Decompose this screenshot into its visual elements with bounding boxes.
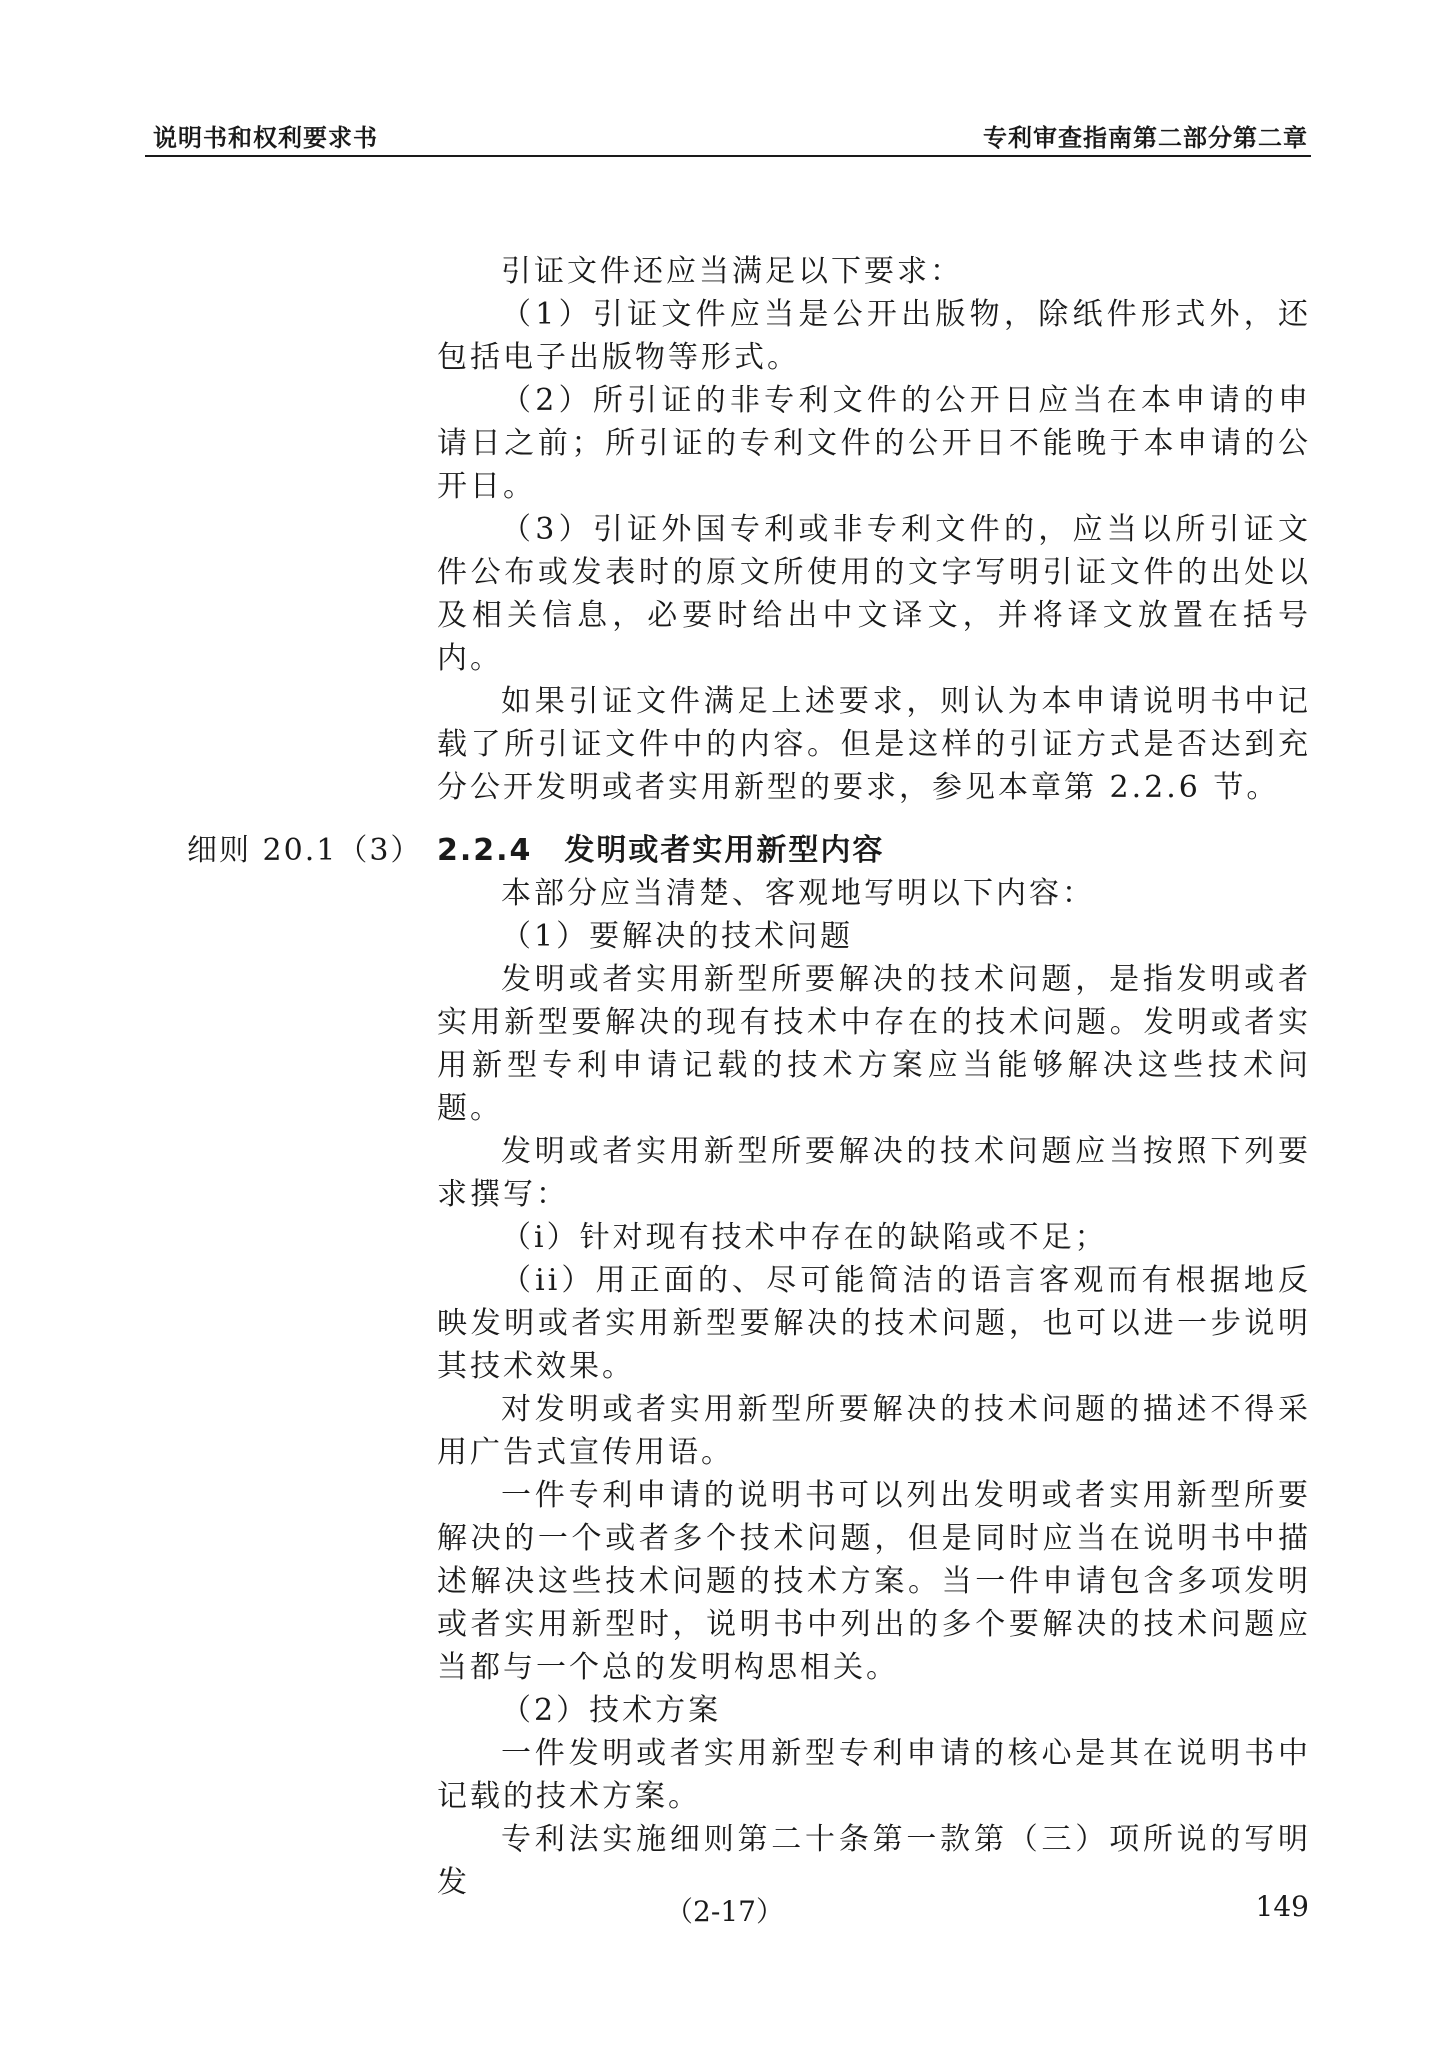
paragraph: 发明或者实用新型所要解决的技术问题，是指发明或者实用新型要解决的现有技术中存在的技术问题。发明或者实用新型专利申请记载的技术方案应当能够解决这些技术问题。 xyxy=(437,962,1311,1126)
margin-note: 细则 20.1（3） xyxy=(187,833,423,868)
paragraph: 一件发明或者实用新型专利申请的核心是其在说明书中记载的技术方案。 xyxy=(437,1736,1311,1814)
paragraph: （2）所引证的非专利文件的公开日应当在本申请的申请日之前；所引证的专利文件的公开日不能晚于本申请的公开日。 xyxy=(437,383,1311,504)
paragraph: 如果引证文件满足上述要求，则认为本申请说明书中记载了所引证文件中的内容。但是这样的引证方式是否达到充分公开发明或者实用新型的要求，参见本章第 2.2.6 节。 xyxy=(437,684,1311,805)
page-body xyxy=(187,250,1311,1904)
section-heading-row xyxy=(187,829,1311,872)
paragraph: 发明或者实用新型所要解决的技术问题应当按照下列要求撰写： xyxy=(437,1134,1311,1212)
paragraph: 本部分应当清楚、客观地写明以下内容： xyxy=(501,876,1095,911)
page-number: 149 xyxy=(1255,1890,1309,1923)
paragraph: 专利法实施细则第二十条第一款第（三）项所说的写明发 xyxy=(437,1822,1311,1900)
paragraph: （3）引证外国专利或非专利文件的，应当以所引证文件公布或发表时的原文所使用的文字写明引证文件的出处以及相关信息，必要时给出中文译文，并将译文放置在括号内。 xyxy=(437,512,1311,676)
header-divider xyxy=(145,155,1311,157)
paragraph: 一件专利申请的说明书可以列出发明或者实用新型所要解决的一个或者多个技术问题，但是同时应当在说明书中描述解决这些技术问题的技术方案。当一件申请包含多项发明或者实用新型时，说明书中列出的多个要解决的技术问题应当都与一个总的发明构思相关。 xyxy=(437,1478,1311,1685)
paragraph: （1）引证文件应当是公开出版物，除纸件形式外，还包括电子出版物等形式。 xyxy=(437,297,1311,375)
paragraph: 对发明或者实用新型所要解决的技术问题的描述不得采用广告式宣传用语。 xyxy=(437,1392,1311,1470)
paragraph: 引证文件还应当满足以下要求： xyxy=(501,254,963,289)
footer-section-number: （2-17） xyxy=(665,1895,784,1928)
subheading: （1）要解决的技术问题 xyxy=(501,919,854,954)
list-item: （ii）用正面的、尽可能简洁的语言客观而有根据地反映发明或者实用新型要解决的技术问题，也可以进一步说明其技术效果。 xyxy=(437,1263,1311,1384)
list-item: （i）针对现有技术中存在的缺陷或不足； xyxy=(501,1220,1108,1255)
section-heading: 2.2.4 发明或者实用新型内容 xyxy=(437,833,885,868)
header-left-title: 说明书和权利要求书 xyxy=(153,124,378,152)
header-right-title: 专利审查指南第二部分第二章 xyxy=(983,124,1308,152)
subheading: （2）技术方案 xyxy=(501,1693,722,1728)
